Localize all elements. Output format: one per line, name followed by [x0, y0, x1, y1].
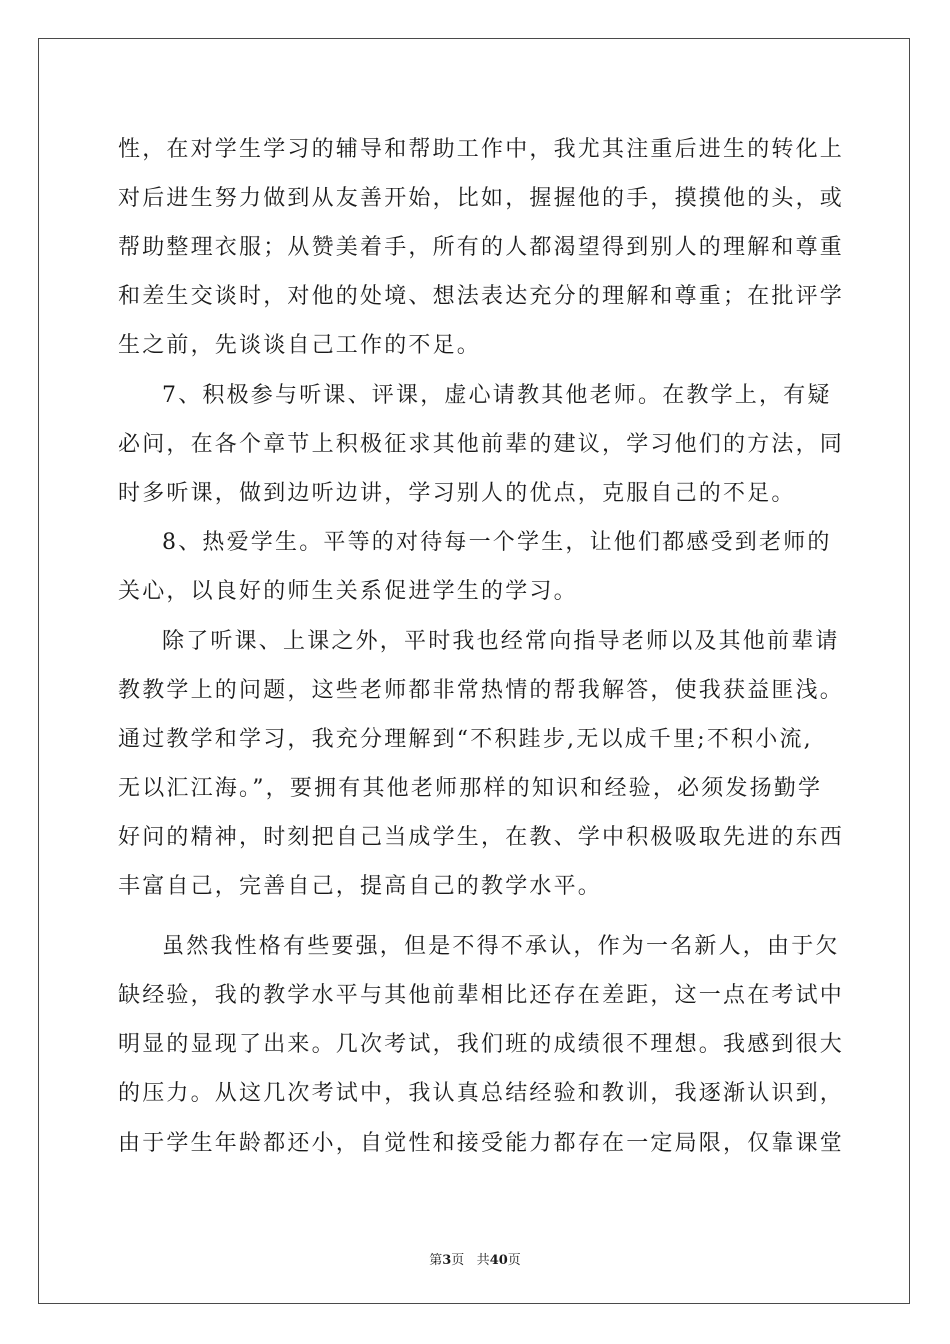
text-line: 虽然我性格有些要强，但是不得不承认，作为一名新人，由于欠 — [162, 934, 840, 959]
total-prefix: 共 — [476, 1253, 490, 1268]
page-prefix: 第 — [429, 1253, 443, 1268]
text-line: 通过教学和学习，我充分理解到“不积跬步,无以成千里;不积小流, — [118, 727, 813, 752]
page-unit: 页 — [451, 1253, 465, 1268]
text-line: 关心，以良好的师生关系促进学生的学习。 — [118, 579, 578, 604]
text-line: 帮助整理衣服；从赞美着手，所有的人都渴望得到别人的理解和尊重 — [118, 235, 845, 260]
text-line: 由于学生年龄都还小，自觉性和接受能力都存在一定局限，仅靠课堂 — [118, 1131, 845, 1156]
text-line: 性，在对学生学习的辅导和帮助工作中，我尤其注重后进生的转化上 — [118, 137, 845, 162]
text-line: 和差生交谈时，对他的处境、想法表达充分的理解和尊重；在批评学 — [118, 284, 845, 309]
text-line: 除了听课、上课之外，平时我也经常向指导老师以及其他前辈请 — [162, 629, 840, 654]
current-page-number: 3 — [442, 1253, 452, 1268]
text-line: 丰富自己，完善自己，提高自己的教学水平。 — [118, 874, 603, 899]
text-line: 8、热爱学生。平等的对待每一个学生，让他们都感受到老师的 — [162, 530, 832, 555]
text-line: 对后进生努力做到从友善开始，比如，握握他的手，摸摸他的头，或 — [118, 186, 845, 211]
text-line: 好问的精神，时刻把自己当成学生，在教、学中积极吸取先进的东西 — [118, 825, 845, 850]
text-line: 教教学上的问题，这些老师都非常热情的帮我解答，使我获益匪浅。 — [118, 678, 845, 703]
total-page-number: 40 — [489, 1253, 508, 1268]
text-line: 时多听课，做到边听边讲，学习别人的优点，克服自己的不足。 — [118, 481, 796, 506]
text-line: 7、积极参与听课、评课，虚心请教其他老师。在教学上，有疑 — [162, 383, 832, 408]
page-border — [38, 38, 910, 1304]
text-line: 生之前，先谈谈自己工作的不足。 — [118, 333, 482, 358]
text-line: 缺经验，我的教学水平与其他前辈相比还存在差距，这一点在考试中 — [118, 983, 845, 1008]
total-unit: 页 — [507, 1253, 521, 1268]
text-line: 无以汇江海。”，要拥有其他老师那样的知识和经验，必须发扬勤学 — [118, 776, 823, 801]
page-footer — [0, 1249, 950, 1268]
text-line: 的压力。从这几次考试中，我认真总结经验和教训，我逐渐认识到， — [118, 1081, 845, 1106]
text-line: 明显的显现了出来。几次考试，我们班的成绩很不理想。我感到很大 — [118, 1032, 845, 1057]
text-line: 必问，在各个章节上积极征求其他前辈的建议，学习他们的方法，同 — [118, 432, 845, 457]
